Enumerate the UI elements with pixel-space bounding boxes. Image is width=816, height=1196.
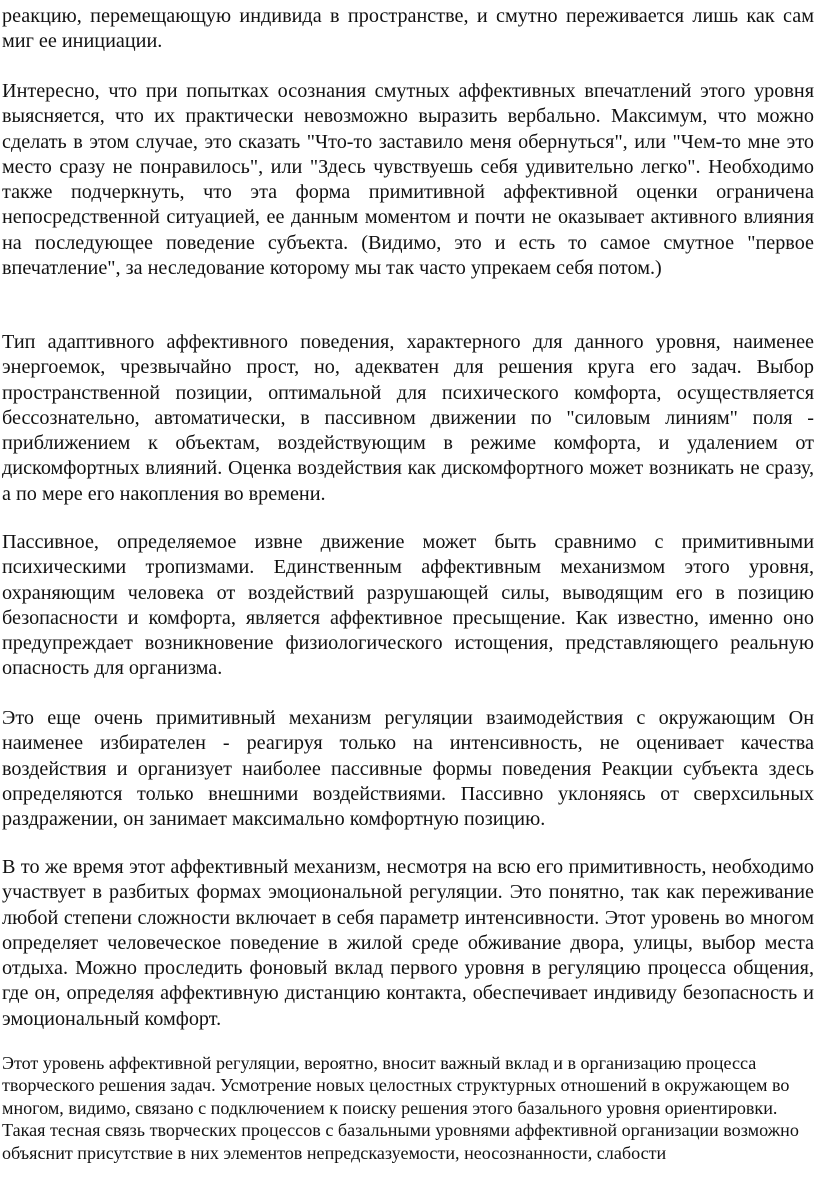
paragraph-3: Тип адаптивного аффективного поведения, характерного для данного уровня, наименее энергоемок, чрезвычайно прост, но, адекватен для решения круга его задач. Выбор пространственной позиции, оптимальной для психического комфорта, осуществляется бессознательно, автоматически, в пассивном движении по "силовым линиям" поля - приближением к объектам, воздействующим в режиме комфорта, и удалением от дискомфортных влияний. Оценка воздействия как дискомфортного может возникать не сразу, а по мере его накопления во времени. [2, 331, 814, 505]
paragraph-2: Интересно, что при попытках осознания смутных аффективных впечатлений этого уровня выясняется, что их практически невозможно выразить вербально. Максимум, что можно сделать в этом случае, это сказать "Что-то заставило меня обернуться", или "Чем-то мне это место сразу не понравилось", или "Здесь чувствуешь себя удивительно легко". Необходимо также подчеркнуть, что эта форма примитивной аффективной оценки ограничена непосредственной ситуацией, ее данным моментом и почти не оказывает активного влияния на последующее поведение субъекта. (Видимо, это и есть то самое смутное "первое впечатление", за неследование которому мы так часто упрекаем себя потом.) [2, 80, 814, 280]
paragraph-5: Это еще очень примитивный механизм регуляции взаимодействия с окружающим Он наименее избирателен - реагируя только на интенсивность, не оценивает качества воздействия и организует наиболее пассивные формы поведения Реакции субъекта здесь определяются только внешними воздействиями. Пассивно уклоняясь от сверхсильных раздражении, он занимает максимально комфортную позицию. [2, 707, 814, 831]
paragraph-6: В то же время этот аффективный механизм, несмотря на всю его примитивность, необходимо участвует в разбитых формах эмоциональной регуляции. Это понятно, так как переживание любой степени сложности включает в себя параметр интенсивности. Этот уровень во многом определяет человеческое поведение в жилой среде обживание двора, улицы, выбор места отдыха. Можно проследить фоновый вклад первого уровня в регуляцию процесса общения, где он, определяя аффективную дистанцию контакта, обеспечивает индивиду безопасность и эмоциональный комфорт. [2, 856, 814, 1030]
paragraph-4: Пассивное, определяемое извне движение может быть сравнимо с примитивными психическими тропизмами. Единственным аффективным механизмом этого уровня, охраняющим человека от воздействий разрушающей силы, выводящим его в позицию безопасности и комфорта, является аффективное пресыщение. Как известно, именно оно предупреждает возникновение физиологического истощения, представляющего реальную опасность для организма. [2, 531, 814, 680]
paragraph-7: Этот уровень аффективной регуляции, вероятно, вносит важный вклад и в организацию процесса творческого решения задач. Усмотрение новых целостных структурных отношений в окружающем во многом, видимо, связано с подключением к поиску решения этого базального уровня ориентировки. Такая тесная связь творческих процессов с базальными уровнями аффективной организации возможно объяснит присутствие в них элементов непредсказуемости, неосознанности, слабости [2, 1053, 799, 1163]
paragraph-1: реакцию, перемещающую индивида в пространстве, и смутно переживается лишь как сам миг ее инициации. [2, 5, 814, 53]
